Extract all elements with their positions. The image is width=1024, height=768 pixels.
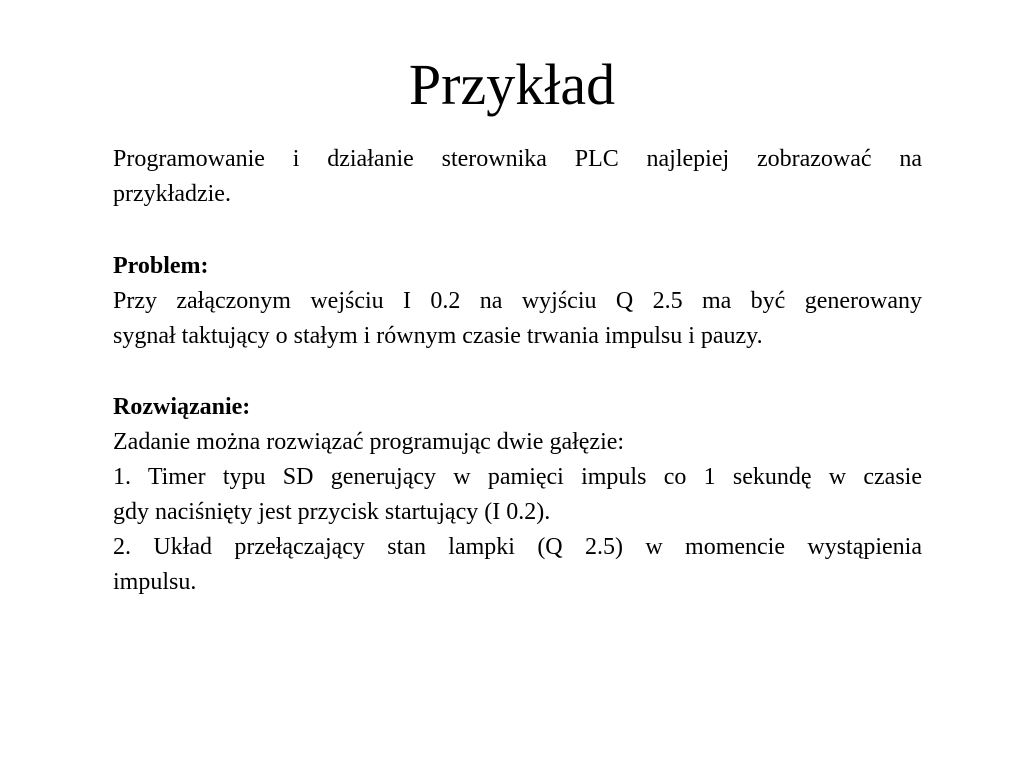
solution-section [113, 390, 922, 600]
problem-line-2: sygnał taktujący o stałym i równym czasie trwania impulsu i pauzy. [113, 323, 763, 349]
intro-line-2: przykładzie. [113, 181, 231, 207]
solution-item-1-line-2: gdy naciśnięty jest przycisk startujący (I 0.2). [113, 499, 551, 525]
solution-lead: Zadanie można rozwiązać programując dwie gałęzie: [113, 429, 625, 455]
solution-heading: Rozwiązanie: [113, 394, 251, 420]
intro-paragraph [113, 142, 922, 212]
slide-title: Przykład [408, 52, 616, 117]
solution-item-2-line-1: 2. Układ przełączający stan lampki (Q 2.5) w momencie wystąpienia [113, 534, 922, 560]
solution-item-1-line-1: 1. Timer typu SD generujący w pamięci impuls co 1 sekundę w czasie [113, 464, 922, 490]
solution-item-2-line-2: impulsu. [113, 569, 197, 595]
problem-section [113, 249, 922, 354]
problem-heading: Problem: [113, 253, 209, 279]
slide-content [113, 142, 922, 600]
problem-line-1: Przy załączonym wejściu I 0.2 na wyjściu Q 2.5 ma być generowany [113, 288, 922, 314]
intro-line-1: Programowanie i działanie sterownika PLC najlepiej zobrazować na [113, 146, 922, 172]
